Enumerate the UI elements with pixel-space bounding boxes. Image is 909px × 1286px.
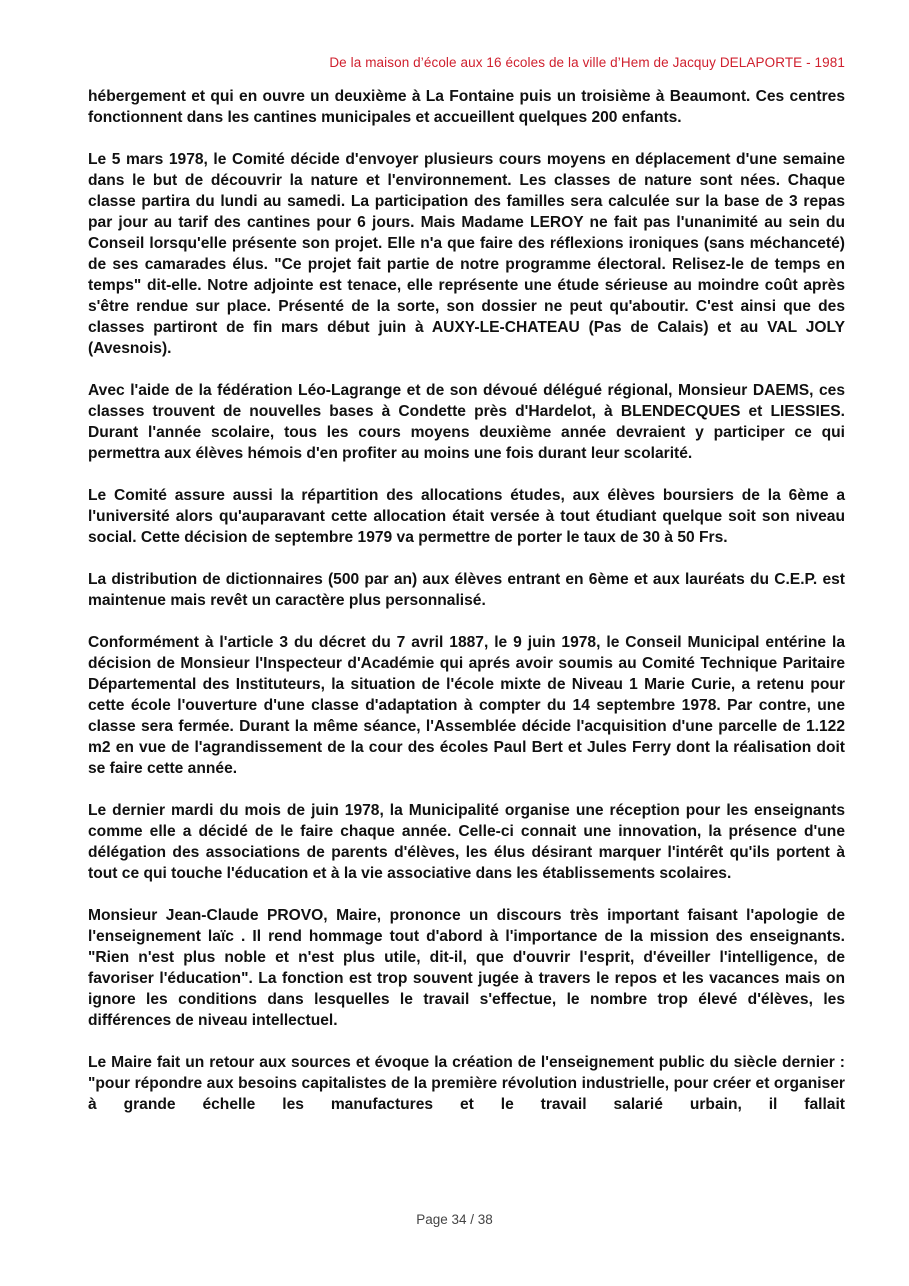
- page-number: Page 34 / 38: [416, 1212, 493, 1227]
- paragraph-classes-de-nature: Le 5 mars 1978, le Comité décide d'envoyer plusieurs cours moyens en déplacement d'une semaine dans le but de découvrir la nature et l'environnement. Les classes de nature sont nées. Chaque classe partira du lundi au samedi. La participation des familles sera calculée sur la base de 3 repas par jour au tarif des cantines pour 6 jours. Mais Madame LEROY ne fait pas l'unanimité au sein du Conseil lorsqu'elle présente son projet. Elle n'a que faire des réflexions ironiques (sans méchanceté) de ses camarades élus. "Ce projet fait partie de notre programme électoral. Relisez-le de temps en temps" dit-elle. Notre adjointe est tenace, elle représente une étude sérieuse au moindre coût après s'être rendue sur place. Présenté de la sorte, son dossier ne peut qu'aboutir. C'est ainsi que des classes partiront de fin mars début juin à AUXY-LE-CHATEAU (Pas de Calais) et au VAL JOLY (Avesnois).: [88, 151, 845, 357]
- paragraph-allocations-etudes: Le Comité assure aussi la répartition des allocations études, aux élèves boursiers de la 6ème a l'université alors qu'auparavant cette allocation était versée à tout étudiant quelque soit son niveau social. Cette décision de septembre 1979 va permettre de porter le taux de 30 à 50 Frs.: [88, 487, 845, 546]
- paragraph-dictionnaires: La distribution de dictionnaires (500 par an) aux élèves entrant en 6ème et aux lauréats du C.E.P. est maintenue mais revêt un caractère plus personnalisé.: [88, 571, 845, 609]
- paragraph-leo-lagrange: Avec l'aide de la fédération Léo-Lagrange et de son dévoué délégué régional, Monsieur DAEMS, ces classes trouvent de nouvelles bases à Condette près d'Hardelot, à BLENDECQUES et LIESSIES. Durant l'année scolaire, tous les cours moyens deuxième année devraient y participer ce qui permettra aux élèves hémois d'en profiter au moins une fois durant leur scolarité.: [88, 382, 845, 462]
- paragraph-retour-aux-sources: Le Maire fait un retour aux sources et évoque la création de l'enseignement public du siècle dernier : "pour répondre aux besoins capitalistes de la première révolution industrielle, pour créer et organiser à grande échelle les manufactures et le travail salarié urbain, il fallait: [88, 1054, 845, 1113]
- paragraph-discours-maire: Monsieur Jean-Claude PROVO, Maire, prononce un discours très important faisant l'apologie de l'enseignement laïc . Il rend hommage tout d'abord à l'importance de la mission des enseignants. "Rien n'est plus noble et n'est plus utile, dit-il, que d'ouvrir l'esprit, d'éveiller l'intelligence, de favoriser l'éducation". La fonction est trop souvent jugée à travers le repos et les vacances mais on ignore les conditions dans lesquelles le travail s'effectue, le nombre trop élevé d'élèves, les différences de niveau intellectuel.: [88, 907, 845, 1029]
- paragraph-hebergement-continuation: hébergement et qui en ouvre un deuxième à La Fontaine puis un troisième à Beaumont. Ces centres fonctionnent dans les cantines municipales et accueillent quelques 200 enfants.: [88, 88, 845, 126]
- page-body: [88, 86, 845, 1136]
- paragraph-decret-1887: Conformément à l'article 3 du décret du 7 avril 1887, le 9 juin 1978, le Conseil Municipal entérine la décision de Monsieur l'Inspecteur d'Académie qui aprés avoir soumis au Comité Technique Paritaire Départemental des Instituteurs, la situation de l'école mixte de Niveau 1 Marie Curie, a retenu pour cette école l'ouverture d'une classe d'adaptation à compter du 14 septembre 1978. Par contre, une classe sera fermée. Durant la même séance, l'Assemblée décide l'acquisition d'une parcelle de 1.122 m2 en vue de l'agrandissement de la cour des écoles Paul Bert et Jules Ferry dont la réalisation doit se faire cette année.: [88, 634, 845, 777]
- running-header: De la maison d’école aux 16 écoles de la ville d’Hem de Jacquy DELAPORTE - 1981: [329, 55, 845, 70]
- paragraph-reception-enseignants: Le dernier mardi du mois de juin 1978, la Municipalité organise une réception pour les enseignants comme elle a décidé de le faire chaque année. Celle-ci connait une innovation, la présence d'une délégation des associations de parents d'élèves, les élus désirant marquer l'intérêt qu'ils portent à tout ce qui touche l'éducation et à la vie associative dans les établissements scolaires.: [88, 802, 845, 882]
